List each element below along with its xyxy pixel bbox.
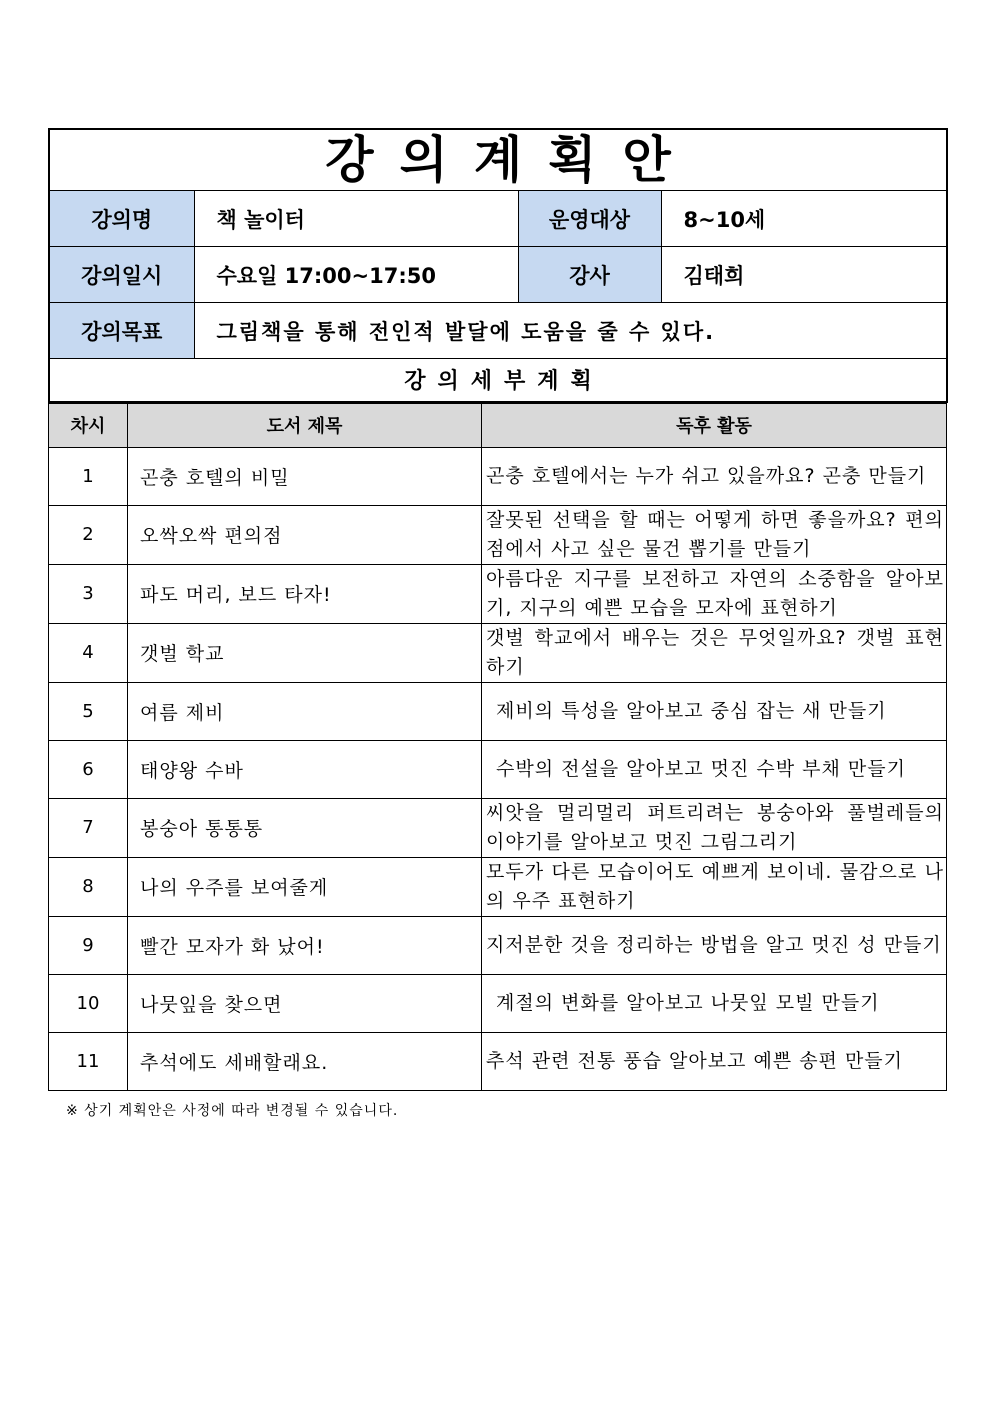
document-title: 강의계획안 <box>49 129 947 191</box>
footnote: ※ 상기 계획안은 사정에 따라 변경될 수 있습니다. <box>66 1103 399 1119</box>
activity-description: 갯벌 학교에서 배우는 것은 무엇일까요? 갯벌 표현하기 <box>482 623 947 682</box>
session-number: 4 <box>49 623 128 682</box>
target-value: 8~10세 <box>661 191 947 247</box>
lecture-name-label: 강의명 <box>49 191 194 247</box>
teacher-label: 강사 <box>518 247 661 303</box>
target-label: 운영대상 <box>518 191 661 247</box>
detail-plan-title: 강의세부계획 <box>49 359 947 402</box>
book-title: 빨간 모자가 화 났어! <box>128 916 482 974</box>
activity-description: 잘못된 선택을 할 때는 어떻게 하면 좋을까요? 편의점에서 사고 싶은 물건 뽑기를 만들기 <box>482 505 947 564</box>
activity-description: 수박의 전설을 알아보고 멋진 수박 부채 만들기 <box>482 740 947 798</box>
book-title: 나뭇잎을 찾으면 <box>128 974 482 1032</box>
session-number: 5 <box>49 682 128 740</box>
book-title: 여름 제비 <box>128 682 482 740</box>
table-row <box>49 505 947 564</box>
book-title: 파도 머리, 보드 타자! <box>128 564 482 623</box>
table-row <box>49 916 947 974</box>
book-title: 나의 우주를 보여줄게 <box>128 857 482 916</box>
activity-description: 지저분한 것을 정리하는 방법을 알고 멋진 성 만들기 <box>482 916 947 974</box>
activity-description: 아름다운 지구를 보전하고 자연의 소중함을 알아보기, 지구의 예쁜 모습을 모자에 표현하기 <box>482 564 947 623</box>
lecture-goal-value: 그림책을 통해 전인적 발달에 도움을 줄 수 있다. <box>194 303 947 359</box>
session-number: 9 <box>49 916 128 974</box>
table-row <box>49 1032 947 1090</box>
activity-description: 추석 관련 전통 풍습 알아보고 예쁜 송편 만들기 <box>482 1032 947 1090</box>
lecture-date-value: 수요일 17:00~17:50 <box>194 247 518 303</box>
table-row <box>49 857 947 916</box>
table-row <box>49 682 947 740</box>
session-number: 3 <box>49 564 128 623</box>
session-number: 2 <box>49 505 128 564</box>
table-row <box>49 974 947 1032</box>
table-row <box>49 623 947 682</box>
book-title: 갯벌 학교 <box>128 623 482 682</box>
book-title: 추석에도 세배할래요. <box>128 1032 482 1090</box>
table-row <box>49 447 947 505</box>
table-row <box>49 564 947 623</box>
activity-description: 곤충 호텔에서는 누가 쉬고 있을까요? 곤충 만들기 <box>482 447 947 505</box>
table-row <box>49 740 947 798</box>
session-column-header: 차시 <box>49 403 128 447</box>
activity-column-header: 독후 활동 <box>482 403 947 447</box>
book-title: 곤충 호텔의 비밀 <box>128 447 482 505</box>
activity-description: 모두가 다른 모습이어도 예쁘게 보이네. 물감으로 나의 우주 표현하기 <box>482 857 947 916</box>
table-row <box>49 798 947 857</box>
session-number: 11 <box>49 1032 128 1090</box>
book-title: 태양왕 수바 <box>128 740 482 798</box>
activity-description: 계절의 변화를 알아보고 나뭇잎 모빌 만들기 <box>482 974 947 1032</box>
book-title: 봉숭아 통통통 <box>128 798 482 857</box>
session-number: 7 <box>49 798 128 857</box>
session-number: 8 <box>49 857 128 916</box>
session-number: 6 <box>49 740 128 798</box>
session-number: 1 <box>49 447 128 505</box>
lecture-date-label: 강의일시 <box>49 247 194 303</box>
lecture-plan-document <box>48 128 946 1091</box>
activity-description: 씨앗을 멀리멀리 퍼트리려는 봉숭아와 풀벌레들의 이야기를 알아보고 멋진 그림그리기 <box>482 798 947 857</box>
lecture-info-table <box>48 128 948 403</box>
lecture-goal-label: 강의목표 <box>49 303 194 359</box>
detail-plan-table <box>48 403 947 1091</box>
book-column-header: 도서 제목 <box>128 403 482 447</box>
book-title: 오싹오싹 편의점 <box>128 505 482 564</box>
session-number: 10 <box>49 974 128 1032</box>
activity-description: 제비의 특성을 알아보고 중심 잡는 새 만들기 <box>482 682 947 740</box>
lecture-name-value: 책 놀이터 <box>194 191 518 247</box>
teacher-value: 김태희 <box>661 247 947 303</box>
